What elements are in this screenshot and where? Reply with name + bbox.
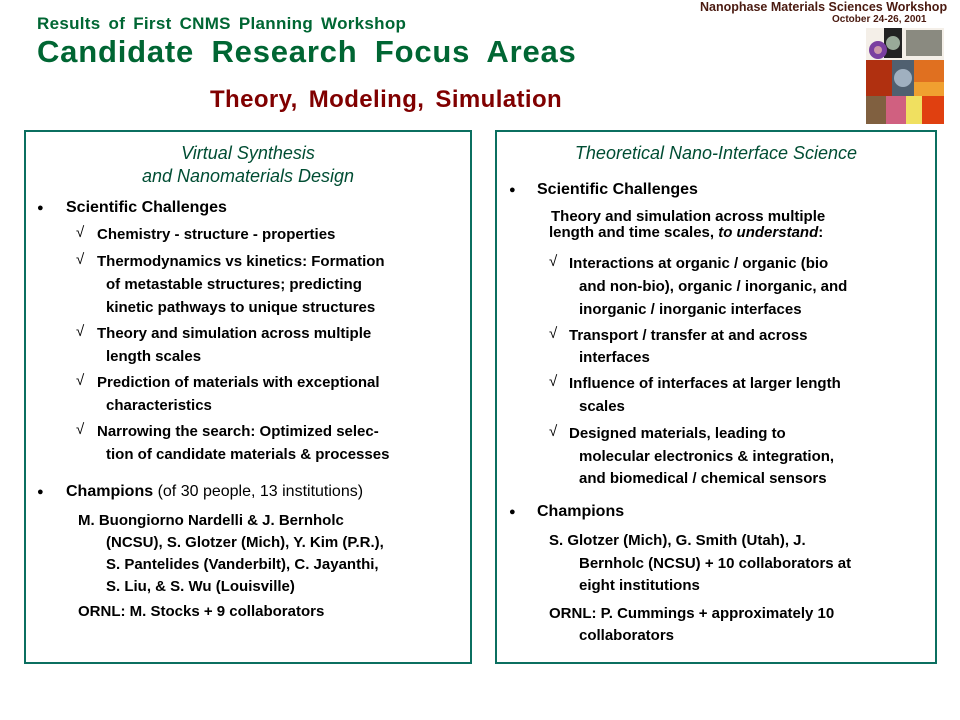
checkmark-icon: √ xyxy=(549,373,558,390)
intro-plain: length and time scales, xyxy=(549,224,715,241)
champions-heading xyxy=(66,480,363,503)
challenge-item: Transport / transfer at and across xyxy=(569,327,808,344)
challenges-heading: Scientific Challenges xyxy=(537,181,698,198)
challenge-item: Interactions at organic / organic (bio xyxy=(569,255,829,272)
ornl-text: P. Cummings + approximately 10 xyxy=(600,605,835,622)
challenge-item: Influence of interfaces at larger length xyxy=(569,375,841,392)
checkmark-icon: √ xyxy=(76,421,85,438)
intro-end: : xyxy=(818,224,824,241)
bullet-icon: ● xyxy=(509,184,516,196)
challenge-item: Thermodynamics vs kinetics: Formation xyxy=(97,253,385,270)
ornl-label: ORNL: xyxy=(549,605,597,622)
ornl-line-cont: collaborators xyxy=(579,627,675,644)
ornl-label: ORNL: xyxy=(78,603,126,620)
checkmark-icon: √ xyxy=(549,325,558,342)
champions-label: Champions xyxy=(66,483,154,500)
challenge-item-cont: characteristics xyxy=(106,397,212,414)
champions-heading: Champions xyxy=(537,503,625,520)
challenge-item: Narrowing the search: Optimized selec- xyxy=(97,423,379,440)
challenge-item-cont: scales xyxy=(579,398,625,415)
champion-line: (NCSU), S. Glotzer (Mich), Y. Kim (P.R.), xyxy=(106,534,384,551)
workshop-logo-dates: October 24-26, 2001 xyxy=(832,14,927,25)
checkmark-icon: √ xyxy=(76,224,85,241)
nanomaterials-collage-image xyxy=(866,28,944,124)
challenge-item-cont: molecular electronics & integration, xyxy=(579,448,835,465)
bullet-icon: ● xyxy=(37,202,44,214)
challenge-item-cont: of metastable structures; predicting xyxy=(106,276,362,293)
panel-title: Theoretical Nano-Interface Science xyxy=(574,143,858,163)
challenge-item: Chemistry - structure - properties xyxy=(97,226,336,243)
nano-interface-panel xyxy=(495,130,937,664)
champion-line: S. Liu, & S. Wu (Louisville) xyxy=(106,578,295,595)
champion-line: S. Pantelides (Vanderbilt), C. Jayanthi, xyxy=(106,556,379,573)
challenge-item-cont: and non-bio), organic / inorganic, and xyxy=(579,278,848,295)
challenge-item-cont: interfaces xyxy=(579,349,650,366)
checkmark-icon: √ xyxy=(549,253,558,270)
checkmark-icon: √ xyxy=(76,251,85,268)
bullet-icon: ● xyxy=(37,486,44,498)
challenge-item-cont: kinetic pathways to unique structures xyxy=(106,299,376,316)
checkmark-icon: √ xyxy=(76,372,85,389)
intro-line xyxy=(549,224,823,241)
virtual-synthesis-panel xyxy=(24,130,472,664)
bullet-icon: ● xyxy=(509,506,516,518)
workshop-subtitle: Results of First CNMS Planning Workshop xyxy=(37,14,407,33)
page-title: Candidate Research Focus Areas xyxy=(37,34,577,69)
challenges-heading: Scientific Challenges xyxy=(66,199,227,216)
checkmark-icon: √ xyxy=(76,323,85,340)
champion-line: M. Buongiorno Nardelli & J. Bernholc xyxy=(78,512,344,529)
checkmark-icon: √ xyxy=(549,423,558,440)
challenge-item-cont: and biomedical / chemical sensors xyxy=(579,470,827,487)
intro-line: Theory and simulation across multiple xyxy=(551,208,826,225)
panel-title-line1: Virtual Synthesis xyxy=(181,143,315,163)
challenge-item-cont: length scales xyxy=(106,348,202,365)
ornl-line xyxy=(78,600,324,623)
champions-note: (of 30 people, 13 institutions) xyxy=(157,483,364,500)
workshop-logo-name: Nanophase Materials Sciences Workshop xyxy=(700,0,948,14)
challenge-item: Prediction of materials with exceptional xyxy=(97,374,380,391)
panel-title-line2: and Nanomaterials Design xyxy=(141,166,355,186)
intro-italic: to understand xyxy=(718,224,819,241)
champion-line: S. Glotzer (Mich), G. Smith (Utah), J. xyxy=(549,532,806,549)
challenge-item-cont: inorganic / inorganic interfaces xyxy=(579,301,802,318)
challenge-item: Designed materials, leading to xyxy=(569,425,786,442)
champion-line: eight institutions xyxy=(579,577,700,594)
ornl-line xyxy=(549,602,834,625)
challenge-item: Theory and simulation across multiple xyxy=(97,325,372,342)
champion-line: Bernholc (NCSU) + 10 collaborators at xyxy=(579,555,852,572)
section-title: Theory, Modeling, Simulation xyxy=(210,86,563,113)
challenge-item-cont: tion of candidate materials & processes xyxy=(106,446,390,463)
ornl-text: M. Stocks + 9 collaborators xyxy=(129,603,325,620)
